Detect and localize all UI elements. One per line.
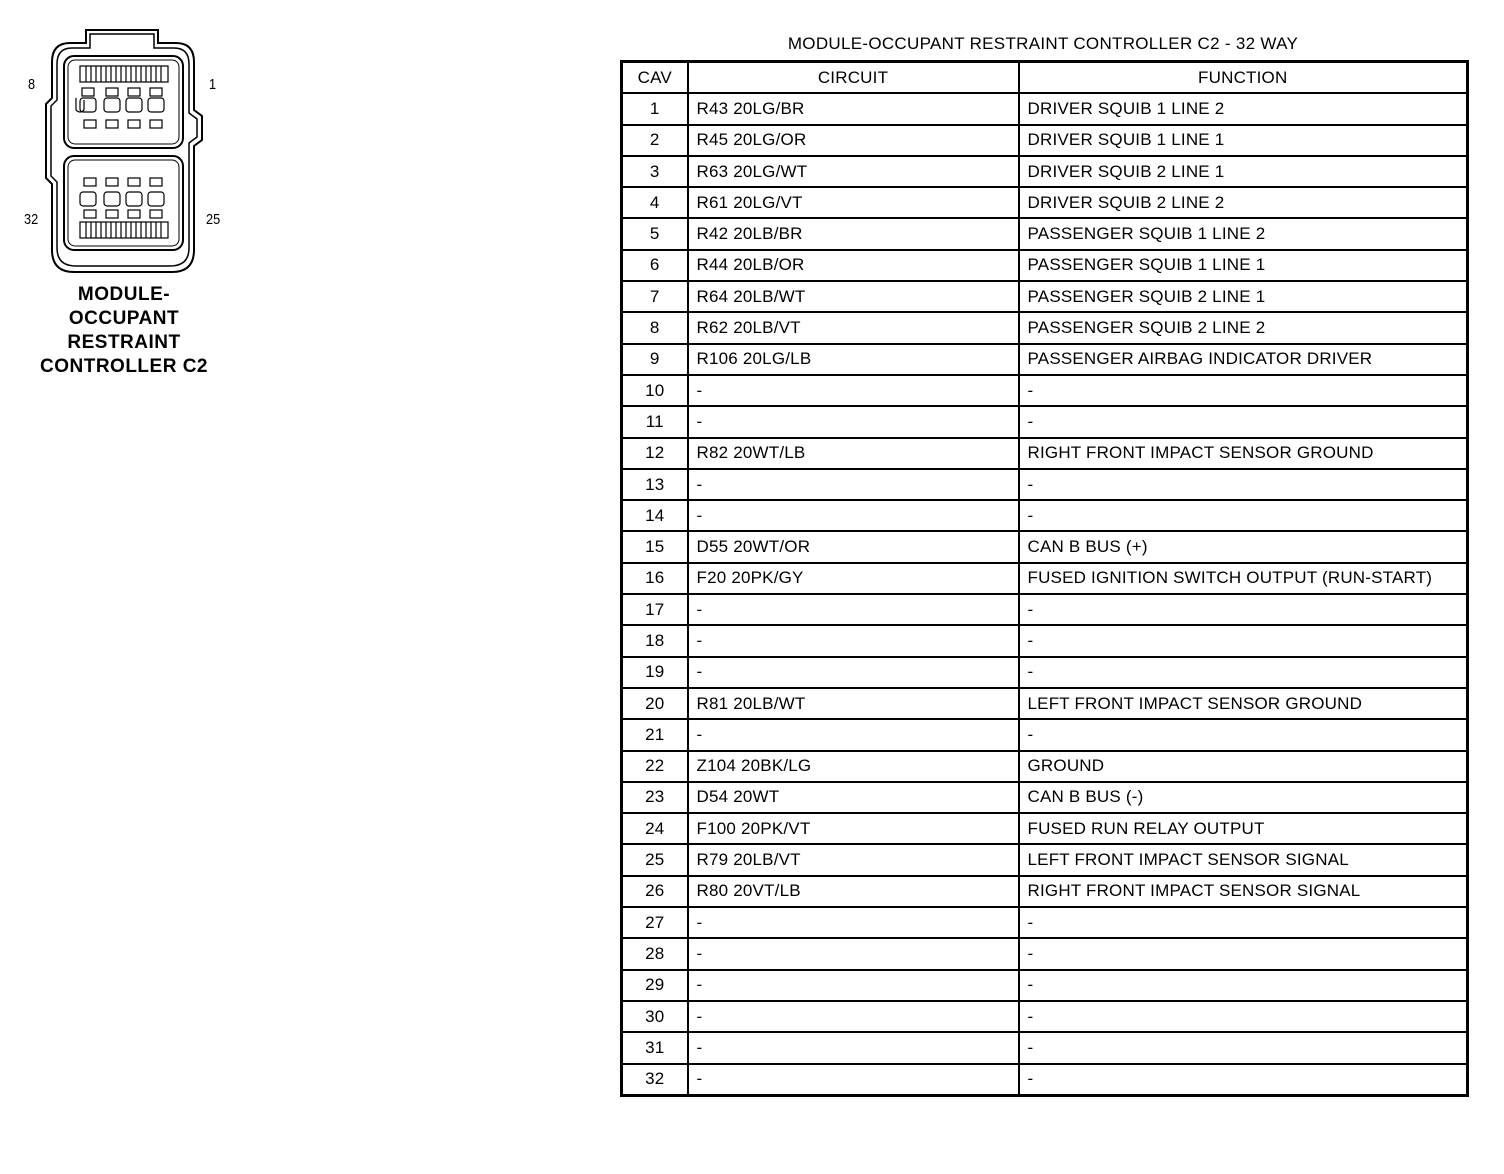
cav-cell: 23 [622, 782, 688, 813]
circuit-cell: R79 20LB/VT [688, 844, 1019, 875]
table-row [622, 813, 1468, 844]
caption-line: CONTROLLER C2 [40, 356, 208, 377]
cav-cell: 21 [622, 719, 688, 750]
function-cell: PASSENGER SQUIB 2 LINE 1 [1019, 281, 1468, 312]
circuit-cell: R63 20LG/WT [688, 156, 1019, 187]
table-row [622, 375, 1468, 406]
cav-cell: 17 [622, 594, 688, 625]
pin-label-bottom-right: 25 [206, 211, 221, 228]
header-cav: CAV [622, 62, 688, 94]
connector-caption [30, 283, 218, 379]
table-row [622, 218, 1468, 249]
function-cell: - [1019, 719, 1468, 750]
circuit-cell: - [688, 938, 1019, 969]
circuit-cell: - [688, 657, 1019, 688]
table-row [622, 907, 1468, 938]
circuit-cell: R42 20LB/BR [688, 218, 1019, 249]
function-cell: - [1019, 938, 1468, 969]
cav-cell: 13 [622, 469, 688, 500]
circuit-cell: - [688, 907, 1019, 938]
table-row [622, 469, 1468, 500]
cav-cell: 10 [622, 375, 688, 406]
function-cell: - [1019, 594, 1468, 625]
circuit-cell: R64 20LB/WT [688, 281, 1019, 312]
cav-cell: 1 [622, 93, 688, 124]
function-cell: FUSED IGNITION SWITCH OUTPUT (RUN-START) [1019, 563, 1468, 594]
function-cell: PASSENGER SQUIB 1 LINE 1 [1019, 250, 1468, 281]
cav-cell: 12 [622, 438, 688, 469]
cav-cell: 11 [622, 406, 688, 437]
table-row [622, 187, 1468, 218]
connector-face-drawing [0, 0, 260, 290]
upper-terminal-comb [76, 66, 168, 128]
function-cell: - [1019, 970, 1468, 1001]
circuit-cell: R44 20LB/OR [688, 250, 1019, 281]
function-cell: LEFT FRONT IMPACT SENSOR GROUND [1019, 688, 1468, 719]
function-cell: CAN B BUS (+) [1019, 531, 1468, 562]
function-cell: - [1019, 1001, 1468, 1032]
pin-label-top-right: 1 [209, 76, 217, 93]
function-cell: - [1019, 406, 1468, 437]
lower-cavity-block [64, 156, 183, 250]
circuit-cell: R81 20LB/WT [688, 688, 1019, 719]
cav-cell: 7 [622, 281, 688, 312]
circuit-cell: - [688, 1064, 1019, 1096]
table-row [622, 125, 1468, 156]
function-cell: GROUND [1019, 751, 1468, 782]
cav-cell: 29 [622, 970, 688, 1001]
table-row [622, 844, 1468, 875]
cav-cell: 28 [622, 938, 688, 969]
cav-cell: 5 [622, 218, 688, 249]
function-cell: RIGHT FRONT IMPACT SENSOR SIGNAL [1019, 876, 1468, 907]
cav-cell: 6 [622, 250, 688, 281]
table-row [622, 970, 1468, 1001]
cav-cell: 19 [622, 657, 688, 688]
table-row [622, 625, 1468, 656]
cav-cell: 26 [622, 876, 688, 907]
cav-cell: 2 [622, 125, 688, 156]
function-cell: - [1019, 907, 1468, 938]
function-cell: PASSENGER SQUIB 2 LINE 2 [1019, 312, 1468, 343]
lower-terminal-comb [80, 178, 168, 238]
table-row [622, 93, 1468, 124]
cav-cell: 25 [622, 844, 688, 875]
circuit-cell: - [688, 375, 1019, 406]
function-cell: - [1019, 500, 1468, 531]
table-row [622, 563, 1468, 594]
table-row [622, 751, 1468, 782]
circuit-cell: F20 20PK/GY [688, 563, 1019, 594]
function-cell: - [1019, 469, 1468, 500]
cav-cell: 31 [622, 1032, 688, 1063]
table-title: MODULE-OCCUPANT RESTRAINT CONTROLLER C2 - 32 WAY [787, 34, 1299, 53]
cav-cell: 9 [622, 344, 688, 375]
circuit-cell: R45 20LG/OR [688, 125, 1019, 156]
circuit-cell: R106 20LG/LB [688, 344, 1019, 375]
function-cell: CAN B BUS (-) [1019, 782, 1468, 813]
cav-cell: 3 [622, 156, 688, 187]
cav-cell: 16 [622, 563, 688, 594]
function-cell: FUSED RUN RELAY OUTPUT [1019, 813, 1468, 844]
table-header-row [622, 62, 1468, 94]
table-row [622, 281, 1468, 312]
cav-cell: 22 [622, 751, 688, 782]
function-cell: - [1019, 1064, 1468, 1096]
table-row [622, 1001, 1468, 1032]
function-cell: - [1019, 1032, 1468, 1063]
circuit-cell: - [688, 719, 1019, 750]
upper-cavity-block [64, 56, 183, 148]
connector-housing-inner-outline [51, 34, 197, 266]
circuit-cell: R62 20LB/VT [688, 312, 1019, 343]
pinout-table-body [622, 93, 1468, 1095]
function-cell: PASSENGER SQUIB 1 LINE 2 [1019, 218, 1468, 249]
pin-label-bottom-left: 32 [24, 211, 39, 228]
circuit-cell: - [688, 594, 1019, 625]
cav-cell: 30 [622, 1001, 688, 1032]
table-row [622, 1064, 1468, 1096]
circuit-cell: - [688, 500, 1019, 531]
table-row [622, 312, 1468, 343]
cav-cell: 15 [622, 531, 688, 562]
function-cell: - [1019, 375, 1468, 406]
cav-cell: 20 [622, 688, 688, 719]
function-cell: RIGHT FRONT IMPACT SENSOR GROUND [1019, 438, 1468, 469]
function-cell: DRIVER SQUIB 1 LINE 1 [1019, 125, 1468, 156]
circuit-cell: R80 20VT/LB [688, 876, 1019, 907]
caption-line: OCCUPANT [68, 308, 180, 329]
table-row [622, 938, 1468, 969]
function-cell: LEFT FRONT IMPACT SENSOR SIGNAL [1019, 844, 1468, 875]
function-cell: - [1019, 625, 1468, 656]
circuit-cell: - [688, 469, 1019, 500]
circuit-cell: R43 20LG/BR [688, 93, 1019, 124]
table-row [622, 1032, 1468, 1063]
circuit-cell: - [688, 406, 1019, 437]
table-row [622, 657, 1468, 688]
table-row [622, 531, 1468, 562]
circuit-cell: F100 20PK/VT [688, 813, 1019, 844]
header-function: FUNCTION [1019, 62, 1468, 94]
table-row [622, 688, 1468, 719]
circuit-cell: D55 20WT/OR [688, 531, 1019, 562]
cav-cell: 14 [622, 500, 688, 531]
function-cell: DRIVER SQUIB 2 LINE 2 [1019, 187, 1468, 218]
caption-line: MODULE- [77, 284, 171, 305]
cav-cell: 8 [622, 312, 688, 343]
cav-cell: 27 [622, 907, 688, 938]
circuit-cell: D54 20WT [688, 782, 1019, 813]
circuit-cell: Z104 20BK/LG [688, 751, 1019, 782]
circuit-cell: - [688, 625, 1019, 656]
header-circuit: CIRCUIT [688, 62, 1019, 94]
cav-cell: 24 [622, 813, 688, 844]
circuit-cell: - [688, 1032, 1019, 1063]
cav-cell: 32 [622, 1064, 688, 1096]
table-row [622, 719, 1468, 750]
table-row [622, 406, 1468, 437]
function-cell: DRIVER SQUIB 2 LINE 1 [1019, 156, 1468, 187]
table-row [622, 438, 1468, 469]
cav-cell: 4 [622, 187, 688, 218]
circuit-cell: - [688, 1001, 1019, 1032]
caption-line: RESTRAINT [67, 332, 181, 353]
pinout-table [620, 60, 1469, 1097]
circuit-cell: R82 20WT/LB [688, 438, 1019, 469]
table-row [622, 250, 1468, 281]
table-row [622, 594, 1468, 625]
connector-figure [0, 0, 260, 400]
table-row [622, 344, 1468, 375]
circuit-cell: - [688, 970, 1019, 1001]
pin-label-top-left: 8 [28, 76, 36, 93]
function-cell: PASSENGER AIRBAG INDICATOR DRIVER [1019, 344, 1468, 375]
table-row [622, 876, 1468, 907]
cav-cell: 18 [622, 625, 688, 656]
table-row [622, 782, 1468, 813]
table-row [622, 500, 1468, 531]
circuit-cell: R61 20LG/VT [688, 187, 1019, 218]
function-cell: - [1019, 657, 1468, 688]
table-row [622, 156, 1468, 187]
function-cell: DRIVER SQUIB 1 LINE 2 [1019, 93, 1468, 124]
